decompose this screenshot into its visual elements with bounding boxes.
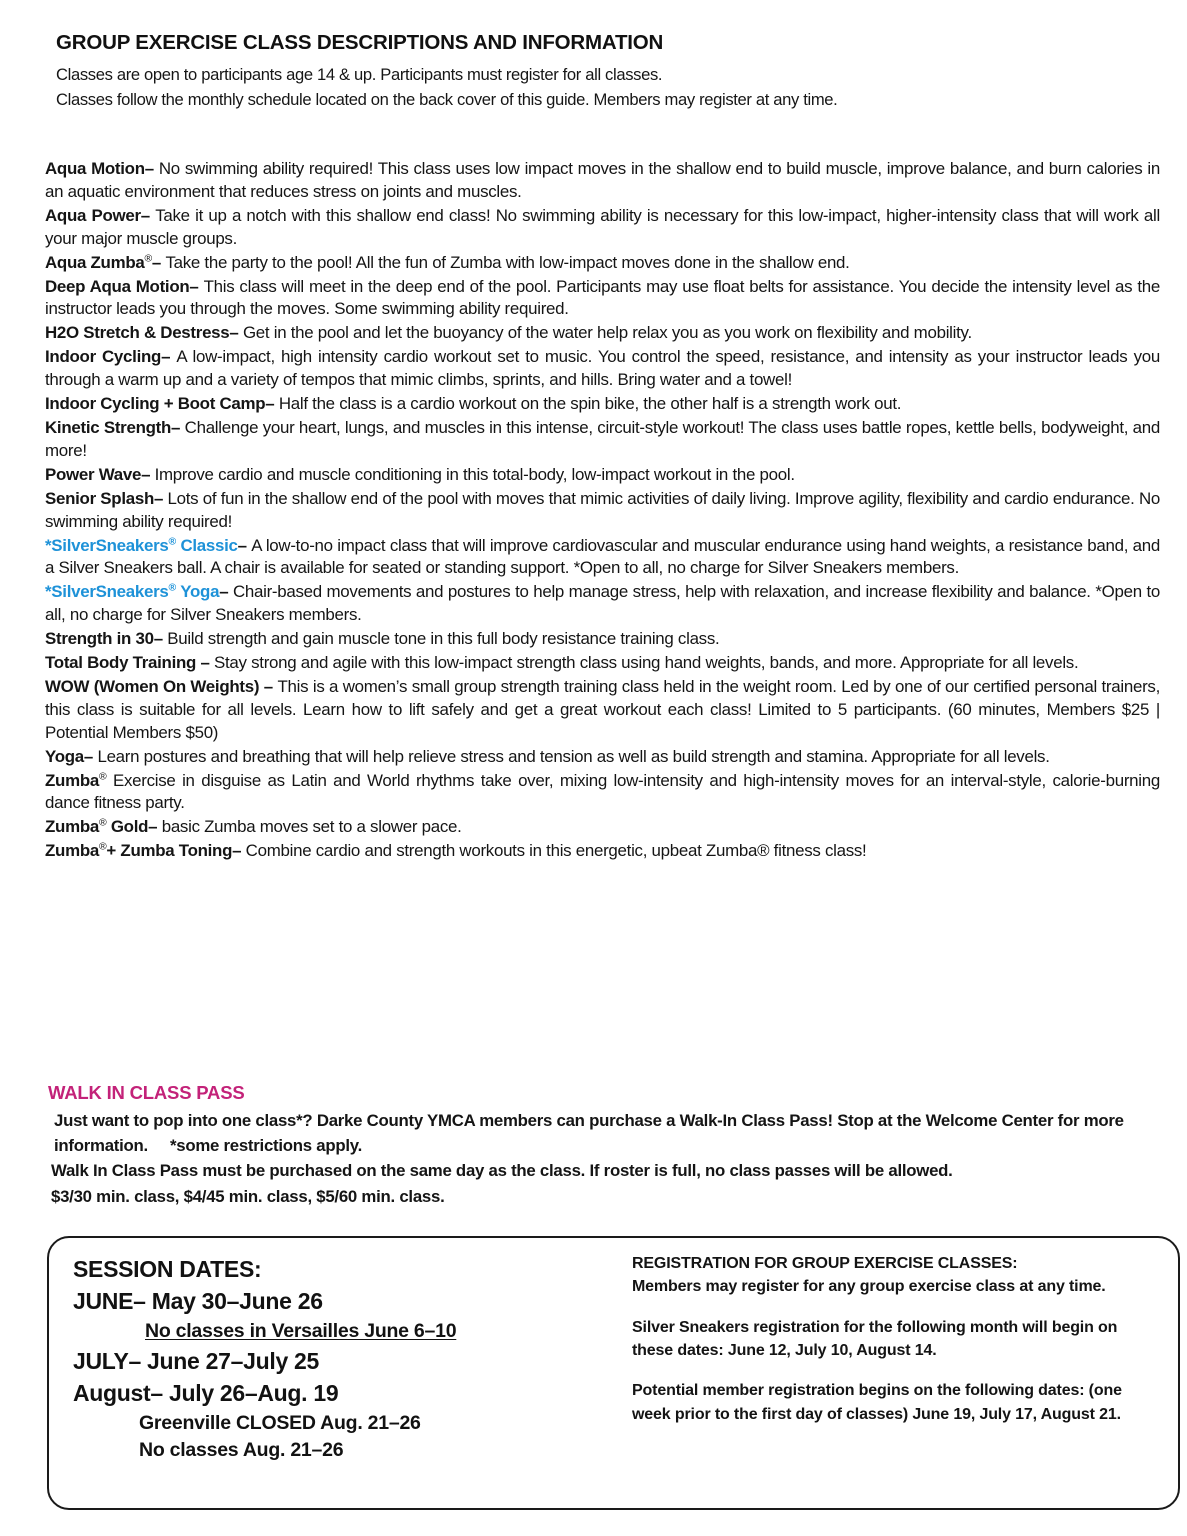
registered-trademark-icon: ® (98, 841, 107, 853)
session-august-note-2: No classes Aug. 21–26 (139, 1439, 344, 1462)
class-name-dash: – (153, 629, 168, 649)
class-entry (45, 252, 1160, 275)
walk-in-class-pass-section (48, 1082, 1158, 1209)
class-name-dash: – (151, 252, 166, 272)
registration-spacer-2 (632, 1362, 1150, 1379)
walk-in-line-3: $3/30 min. class, $4/45 min. class, $5/60 min. class. (51, 1186, 445, 1206)
class-description: This class will meet in the deep end of the pool. Participants may use float belts for assistance. You decide the intensity level as the instructor leads you through the moves. Some swimming ability required. (45, 276, 1160, 319)
class-name-dash: – (144, 159, 159, 178)
class-entry (45, 652, 1160, 675)
class-description: Chair-based movements and postures to help manage stress, help with relaxation, and increase flexibility and balance. *Open to all, no charge for Silver Sneakers members. (45, 582, 1160, 625)
class-name: Kinetic Strength (45, 417, 172, 437)
class-name: H2O Stretch & Destress (45, 323, 230, 343)
class-entry (45, 276, 1160, 322)
class-description: A low-to-no impact class that will improve cardiovascular and muscular endurance using hand weights, a resistance band, and a Silver Sneakers ball. A chair is available for seated or standing support. *Open to all, no charge for Silver Sneakers members. (45, 535, 1160, 578)
class-entry (45, 746, 1160, 769)
registered-trademark-icon: ® (168, 582, 176, 594)
walk-in-line-1-text: Just want to pop into one class*? Darke County YMCA members can purchase a Walk-In Class Pass! Stop at the Welcome Center for more information. (54, 1111, 1124, 1156)
class-name: Aqua Zumba (45, 252, 145, 272)
registered-trademark-icon: ® (98, 770, 107, 782)
class-name-dash: – (219, 582, 233, 602)
class-name: Power Wave (45, 464, 142, 484)
class-entry (45, 816, 1160, 839)
class-description: Learn postures and breathing that will help relieve stress and tension as well as build strength and stamina. Appropriate for all levels. (97, 746, 1050, 766)
class-name: Zumba (45, 817, 99, 837)
info-box (47, 1236, 1180, 1510)
registered-trademark-icon: ® (98, 817, 107, 829)
class-entry (45, 535, 1160, 581)
class-name: Zumba (45, 841, 99, 861)
class-name: *SilverSneakers® (45, 582, 176, 602)
registration-spacer-1 (632, 1299, 1150, 1316)
class-entry (45, 840, 1160, 863)
class-name-dash: – (141, 464, 155, 484)
class-name-dash: – (263, 676, 278, 696)
class-name-dash: – (265, 394, 279, 414)
class-name: Total Body Training (45, 653, 201, 673)
class-entry (45, 417, 1160, 463)
registration-para-1: Members may register for any group exercise class at any time. (632, 1278, 1106, 1296)
session-august: August– July 26–Aug. 19 (73, 1379, 339, 1406)
class-name-dash: – (154, 488, 168, 508)
walk-in-class-pass-heading: WALK IN CLASS PASS (48, 1082, 245, 1103)
class-description: Get in the pool and let the buoyancy of the water help relax you as you work on flexibility and mobility. (242, 323, 972, 343)
class-entry (45, 676, 1160, 745)
class-name-dash: – (148, 817, 162, 837)
intro-line-1: Classes are open to participants age 14 & up. Participants must register for all classes. (56, 64, 663, 84)
class-name-suffix: Classic (175, 535, 238, 555)
class-name: Aqua Power (45, 205, 141, 225)
class-entry (45, 346, 1160, 392)
class-name-dash: – (232, 841, 246, 861)
class-entry (45, 488, 1160, 534)
class-name-suffix: + Zumba Toning (106, 841, 233, 861)
class-description: Lots of fun in the shallow end of the pool with moves that mimic activities of daily living. Improve agility, flexibility and cardio endurance. No swimming ability required! (45, 488, 1160, 531)
registered-trademark-icon: ® (144, 253, 152, 264)
class-entry (45, 770, 1160, 816)
registration-title: REGISTRATION FOR GROUP EXERCISE CLASSES: (632, 1255, 1018, 1272)
class-entry (45, 158, 1160, 204)
class-name-dash: – (83, 746, 98, 766)
class-entry (45, 322, 1160, 345)
class-name-dash: – (237, 535, 252, 555)
class-name-dash: – (200, 653, 215, 673)
page-title: GROUP EXERCISE CLASS DESCRIPTIONS AND INFORMATION (56, 31, 664, 54)
class-entry (45, 393, 1160, 416)
class-name: *SilverSneakers® (45, 535, 176, 555)
class-description: Stay strong and agile with this low-impact strength class using hand weights, bands, and more. Appropriate for all levels. (214, 653, 1079, 673)
session-dates-title: SESSION DATES: (73, 1256, 262, 1282)
registered-trademark-icon: ® (168, 535, 176, 547)
session-july: JULY– June 27–July 25 (73, 1347, 320, 1374)
class-description: Take it up a notch with this shallow end class! No swimming ability is necessary for this low-impact, higher-intensity class that will work all your major muscle groups. (45, 205, 1160, 248)
class-name-dash: – (189, 276, 204, 296)
class-description: This is a women’s small group strength training class held in the weight room. Led by one of our certified personal trainers, this class is suitable for all levels. Learn how to lift safely and get a great workout each class! Limited to 5 participants. (60 minutes, Members $25 | Potential Members $50) (45, 676, 1161, 742)
class-description: Take the party to the pool! All the fun of Zumba with low-impact moves done in the shallow end. (165, 252, 850, 272)
class-name: Strength in 30 (45, 629, 154, 649)
class-name: Deep Aqua Motion (45, 276, 190, 296)
session-august-note-1: Greenville CLOSED Aug. 21–26 (139, 1411, 421, 1434)
walk-in-line-1 (48, 1108, 1158, 1158)
class-name: Indoor Cycling (45, 347, 162, 367)
class-description: Combine cardio and strength workouts in this energetic, upbeat Zumba® fitness class! (245, 841, 867, 861)
class-description: Exercise in disguise as Latin and World rhythms take over, mixing low-intensity and high-intensity moves for an interval-style, calorie-burning dance fitness party. (45, 770, 1160, 813)
class-name-dash: – (171, 417, 185, 437)
class-name-dash: – (229, 323, 243, 343)
class-descriptions-list (45, 158, 1160, 864)
class-description: basic Zumba moves set to a slower pace. (161, 817, 462, 837)
class-entry (45, 628, 1160, 651)
class-name-dash: – (140, 205, 156, 225)
session-june-note: No classes in Versailles June 6–10 (145, 1319, 457, 1342)
class-name-dash: – (161, 347, 177, 367)
class-description: Build strength and gain muscle tone in this full body resistance training class. (167, 629, 720, 649)
walk-in-line-1-note: *some restrictions apply. (169, 1136, 363, 1156)
class-description: Challenge your heart, lungs, and muscles in this intense, circuit-style workout! The class uses battle ropes, kettle bells, bodyweight, and more! (45, 417, 1160, 460)
class-description: A low-impact, high intensity cardio workout set to music. You control the speed, resistance, and intensity as your instructor leads you through a warm up and a variety of tempos that mimic climbs, sprints, and hills. Bring water and a towel! (45, 347, 1160, 390)
registration-para-3: Potential member registration begins on the following dates: (one week prior to the first day of classes) June 19, July 17, August 21. (632, 1382, 1122, 1423)
registration-para-2: Silver Sneakers registration for the following month will begin on these dates: June 12, July 10, August 14. (632, 1318, 1118, 1359)
class-description: No swimming ability required! This class uses low impact moves in the shallow end to build muscle, improve balance, and burn calories in an aquatic environment that reduces stress on joints and muscles. (45, 159, 1161, 201)
registration-column (614, 1238, 1178, 1508)
class-description: Improve cardio and muscle conditioning in this total-body, low-impact workout in the pool. (154, 464, 795, 484)
class-description: Half the class is a cardio workout on the spin bike, the other half is a strength work out. (278, 394, 902, 414)
session-dates-column (49, 1238, 614, 1508)
intro-line-2: Classes follow the monthly schedule located on the back cover of this guide. Members may register at any time. (56, 89, 838, 109)
header-block (56, 30, 1146, 112)
class-name: WOW (Women On Weights) (45, 676, 264, 696)
class-entry (45, 581, 1160, 627)
class-name-suffix: Gold (106, 817, 149, 837)
class-entry (45, 464, 1160, 487)
session-june: JUNE– May 30–June 26 (73, 1287, 323, 1314)
class-name: Yoga (45, 746, 84, 766)
class-name-dash (106, 771, 113, 790)
class-name: Zumba (45, 770, 99, 790)
class-name-suffix: Yoga (175, 582, 220, 602)
class-name: Aqua Motion (45, 159, 145, 178)
class-name: Senior Splash (45, 488, 154, 508)
walk-in-line-2: Walk In Class Pass must be purchased on the same day as the class. If roster is full, no class passes will be allowed. (51, 1161, 953, 1181)
class-name: Indoor Cycling + Boot Camp (45, 394, 266, 414)
class-entry (45, 205, 1160, 251)
